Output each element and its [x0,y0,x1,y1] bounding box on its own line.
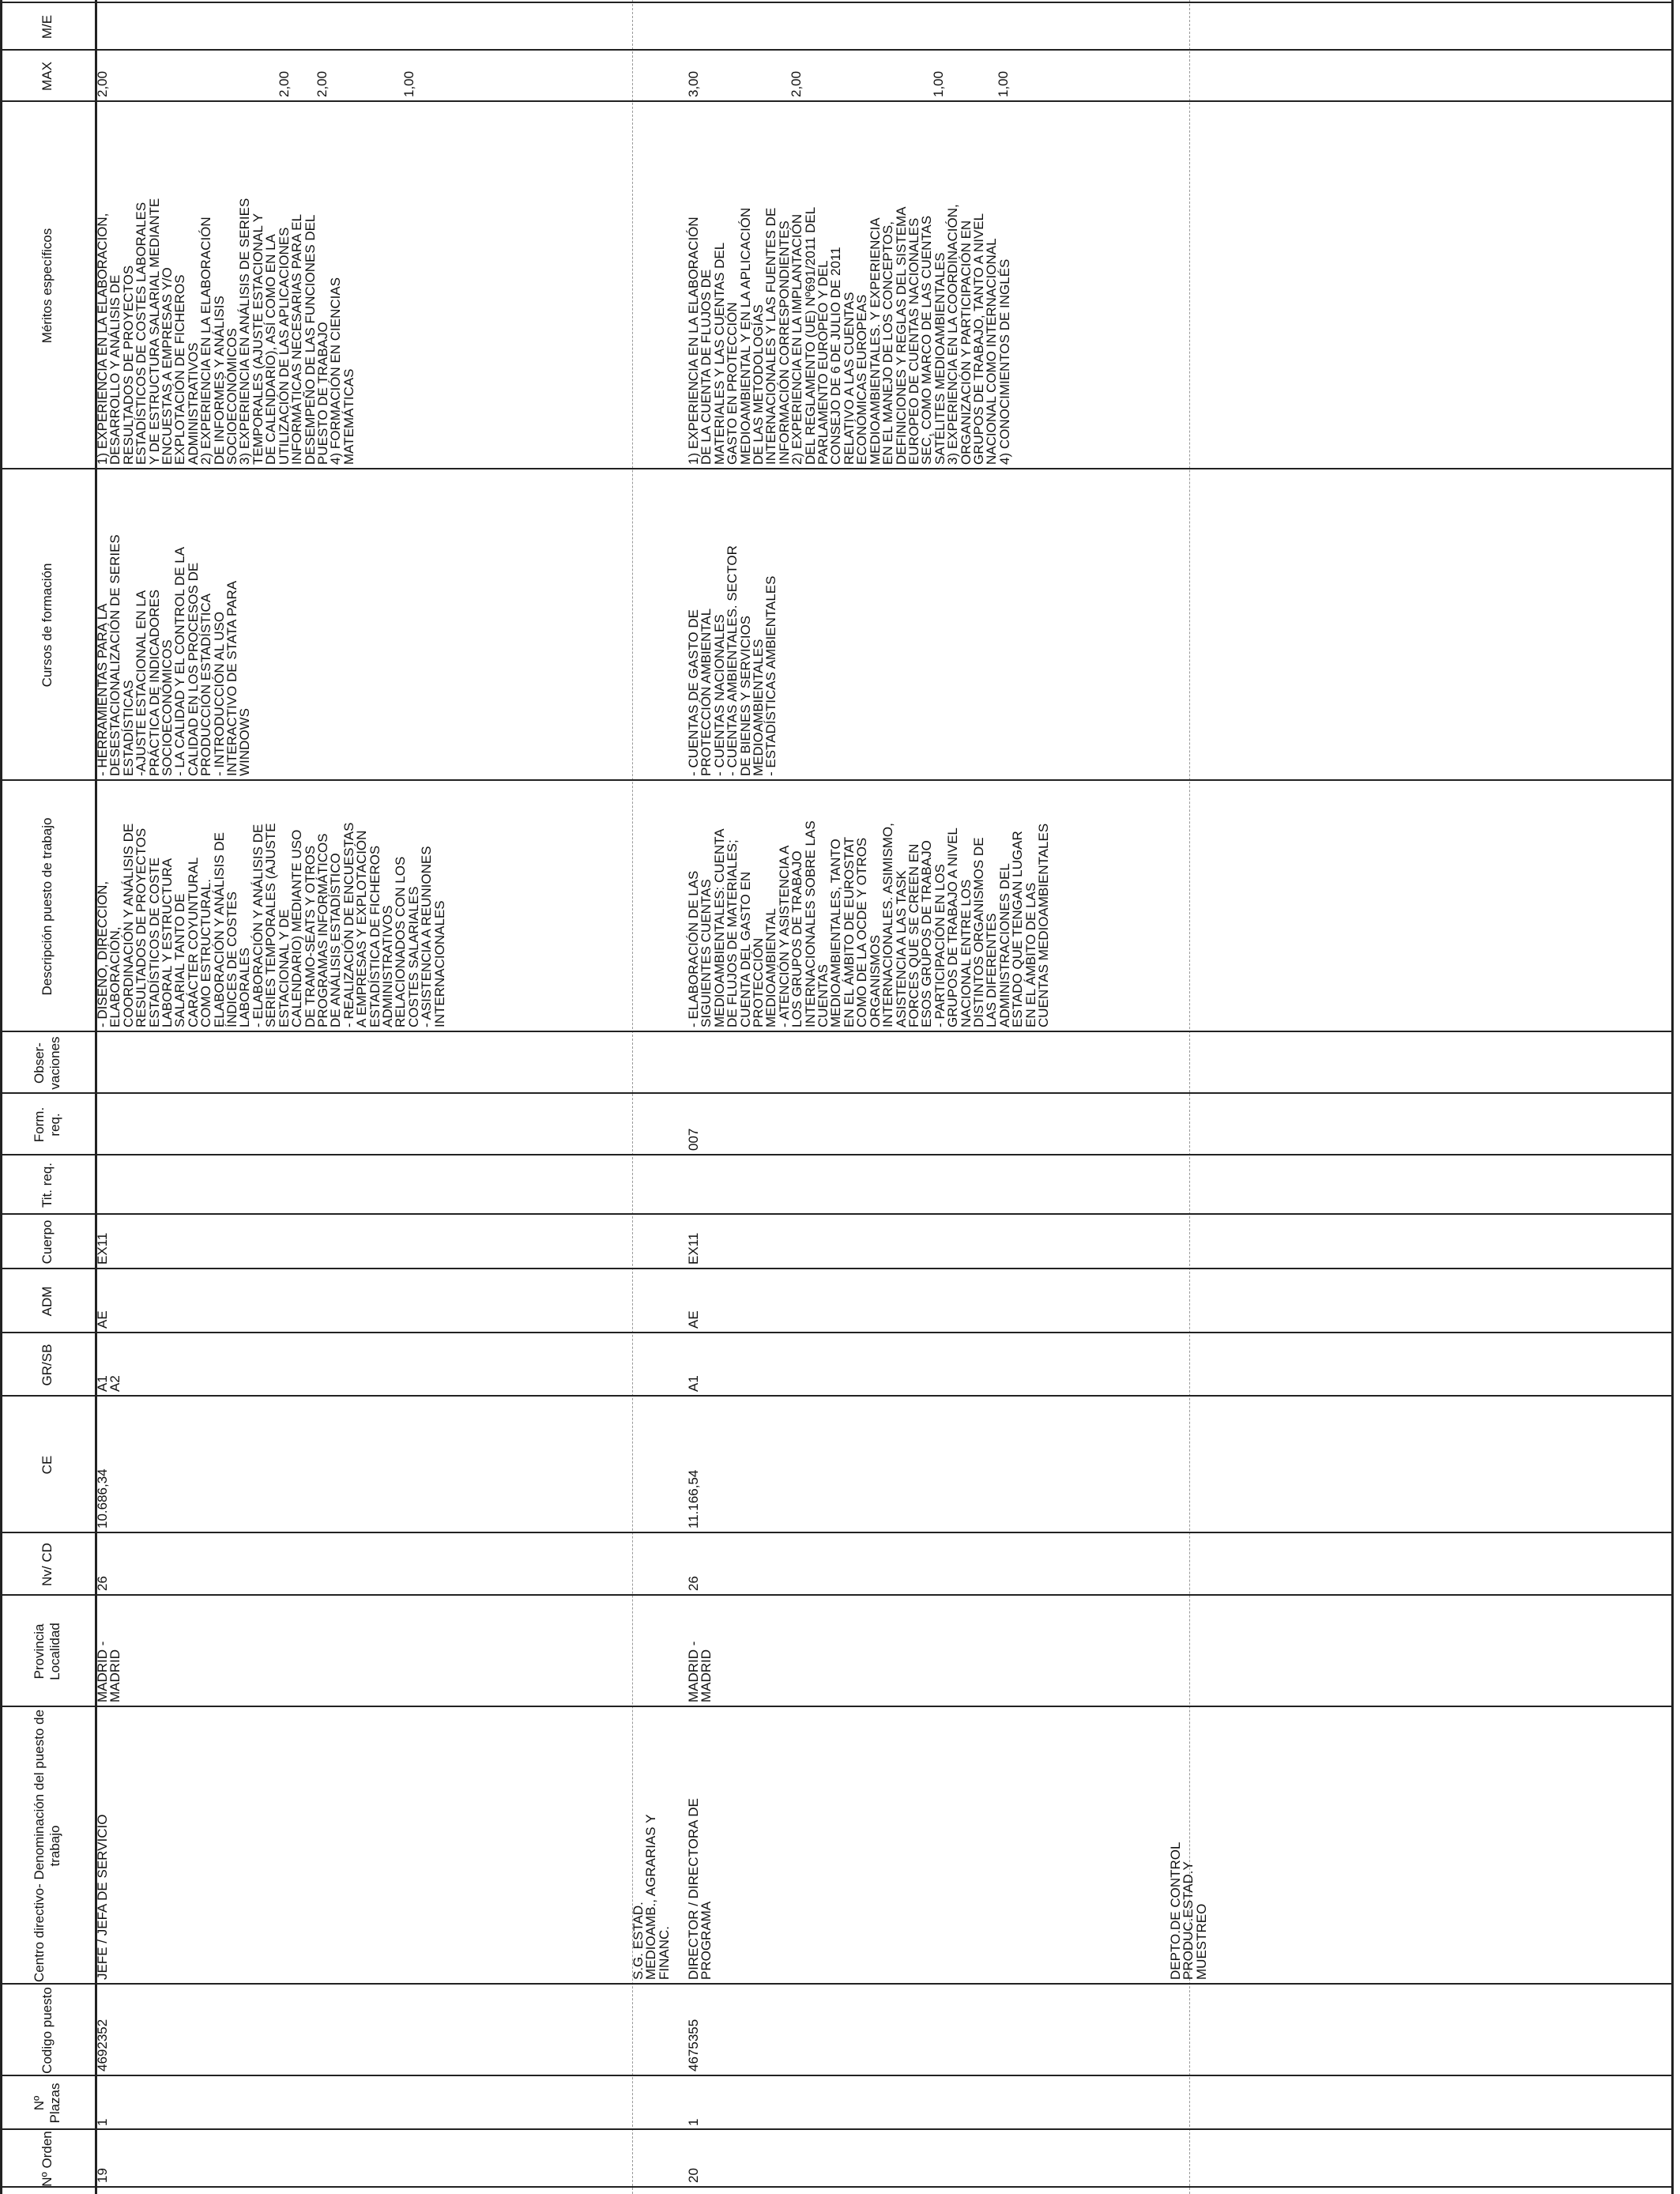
cell-observaciones [687,1034,711,1089]
header-titulacion: Tit. req. [40,1163,55,1208]
cell-formacion [96,1095,120,1151]
cell-me [96,5,120,46]
cell-cursos: - CUENTAS DE GASTO DE PROTECCIÓN AMBIENTAL - CUENTAS NACIONALES - CUENTAS AMBIENTALES. SECTOR DE BIENES Y SERVICIOS MEDIOAMBIENTALES - ESTADÍSTICAS AMBIENTALES [686,545,779,776]
cell-me [687,5,711,46]
cell-meritos: 1) EXPERIENCIA EN LA ELABORACIÓN DE LA CUENTA DE FLUJOS DE MATERIALES Y LAS CUENTAS DEL GASTO EN PROTECCIÓN MEDIOAMBIENTAL Y EN LA APLICACIÓN DE LAS METODOLOGÍAS INTERNACIONALES Y LAS FUENTES DE INFORMACIÓN CORRESPONDIENTES 2) EXPERIENCIA EN LA IMPLANTACIÓN DEL REGLAMENTO (UE) Nº691/2011 DEL PARLAMENTO EUROPEO Y DEL CONSEJO DE 6 DE JULIO DE 2011 RELATIVO A LAS CUENTAS ECONÓMICAS EUROPEAS MEDIOAMBIENTALES. Y EXPERIENCIA EN EL MANEJO DE LOS CONCEPTOS, DEFINICIONES Y REGLAS DEL SISTEMA EUROPEO DE CUENTAS NACIONALES SEC, COMO MARCO DE LAS CUENTAS SATÉLITES MEDIOAMBIENTALES 3) EXPERIENCIA EN LA COORDINACIÓN, ORGANIZACIÓN Y PARTICIPACIÓN EN GRUPOS DE TRABAJO, TANTO A NIVEL NACIONAL COMO INTERNACIONAL 4) CONOCIMIENTOS DE INGLÉS [686,204,1012,465]
cell-max: 2,00 [95,70,110,97]
header-provincia: Provincia Localidad [32,1623,62,1680]
header-grupo: GR/SB [40,1344,55,1386]
cell-codigo: 4692352 [95,2019,110,2071]
cell-plazas: 1 [95,2118,110,2126]
cell-observaciones [96,1034,120,1089]
cell-grupo: A1 [686,1375,701,1392]
header-nivel: Nv/ CD [40,1543,55,1586]
header-descripcion: Descripción puesto de trabajo [40,817,55,996]
cell-adm: AE [95,1310,110,1329]
cell-ce: 10.686,34 [95,1468,110,1529]
cell-descripcion: - ELABORACIÓN DE LAS SIGUIENTES CUENTAS MEDIOAMBIENTALES: CUENTA DE FLUJOS DE MATERIALES; CUENTA DEL GASTO EN PROTECCIÓN MEDIOAMBIENTAL - ATENCIÓN Y ASISTENCIA A LOS GRUPOS DE TRABAJO INTERNACIONALES SOBRE LAS CUENTAS MEDIOAMBIENTALES, TANTO EN EL ÁMBITO DE EUROSTAT COMO DE LA OCDE Y OTROS ORGANISMOS INTERNACIONALES. ASIMISMO, ASISTENCIA A LAS TASK FORCES QUE SE CREEN EN ESOS GRUPOS DE TRABAJO - PARTICIPACIÓN EN LOS GRUPOS DE TRABAJO A NIVEL NACIONAL ENTRE LOS DISTINTOS ORGANISMOS DE LAS DIFERENTES ADMINISTRACIONES DEL ESTADO QUE TENGAN LUGAR EN EL ÁMBITO DE LAS CUENTAS MEDIOAMBIENTALES [686,820,1051,1027]
cell-provincia: MADRID - MADRID [686,1641,714,1702]
cell-centro: DIRECTOR / DIRECTORA DE PROGRAMA [686,1798,714,1980]
cell-meritos: 1) EXPERIENCIA EN LA ELABORACIÓN, DESARROLLO Y ANÁLISIS DE RESULTADOS DE PROYECTOS ESTADÍSTICOS DE COSTES LABORALES Y DE ESTRUCTURA SALARIAL MEDIANTE ENCUESTAS A EMPRESAS Y/O EXPLOTACIÓN DE FICHEROS ADMINISTRATIVOS 2) EXPERIENCIA EN LA ELABORACIÓN DE INFORMES Y ANÁLISIS SOCIOECONÓMICOS 3) EXPERIENCIA EN ANÁLISIS DE SERIES TEMPORALES (AJUSTE ESTACIONAL Y DE CALENDARIO), ASÍ COMO EN LA UTILIZACIÓN DE LAS APLICACIONES INFORMÁTICAS NECESARIAS PARA EL DESEMPEÑO DE LAS FUNCIONES DEL PUESTO DE TRABAJO 4) FORMACIÓN EN CIENCIAS MATEMÁTICAS [95,198,356,465]
cell-cuerpo: EX11 [95,1232,110,1265]
cell-provincia: MADRID - MADRID [95,1641,123,1702]
cell-cursos: - HERRAMIENTAS PARA LA DESESTACIONALIZACIÓN DE SERIES ESTADÍSTICAS -AJUSTE ESTACIONAL EN LA PRÁCTICA DE INDICADORES SOCIOECONÓMICOS - LA CALIDAD Y EL CONTROL DE LA CALIDAD EN LOS PROCESOS DE PRODUCCIÓN ESTADÍSTICA - INTRODUCCIÓN AL USO INTERACTIVO DE STATA PARA WINDOWS [95,534,253,776]
header-codigo: Codigo puesto [40,1987,55,2074]
cell-max: 3,00 [686,70,701,97]
header-cuerpo: Cuerpo [40,1220,55,1265]
cell-max: 2,00 [789,70,804,97]
group-label: DEPTO.DE CONTROL PRODUC.ESTAD.Y MUESTREO [1168,1842,1209,1980]
cell-max: 2,00 [277,70,292,97]
cell-ce: 11.166,54 [686,1469,701,1529]
group-label: S.G. ESTAD. MEDIOAMB., AGRARIAS Y FINANC. [631,1814,672,1980]
cell-grupo: A1 A2 [95,1375,123,1392]
header-me: M/E [40,14,55,40]
header-ce: CE [40,1455,55,1475]
cell-centro: JEFE / JEFA DE SERVICIO [95,1814,110,1980]
header-orden: Nº Orden [40,2131,55,2187]
header-cursos: Cursos de formación [40,563,55,688]
cell-titulacion [687,1157,711,1210]
header-adm: ADM [40,1286,55,1317]
cell-max: 2,00 [315,70,330,97]
cell-orden: 19 [95,2168,110,2183]
cell-adm: AE [686,1310,701,1329]
header-plazas: Nº Plazas [32,2083,62,2124]
cell-max: 1,00 [931,70,946,97]
cell-formacion: 007 [686,1128,701,1151]
header-observaciones: Obser- vaciones [32,1036,62,1090]
header-centro: Centro directivo- Denominación del puesto de trabajo [32,1710,62,1982]
cell-cuerpo: EX11 [686,1232,701,1265]
cell-max: 1,00 [996,70,1011,97]
cell-nivel: 26 [686,1576,701,1591]
cell-plazas: 1 [686,2118,701,2126]
cell-nivel: 26 [95,1576,110,1591]
cell-descripcion: - DISEÑO, DIRECCIÓN, ELABORACIÓN, COORDINACIÓN Y ANÁLISIS DE RESULTADOS DE PROYECTOS ESTADÍSTICOS DE COSTE LABORAL Y ESTRUCTURA SALARIAL TANTO DE CARÁCTER COYUNTURAL COMO ESTRUCTURAL. ELABORACIÓN Y ANÁLISIS DE ÍNDICES DE COSTES LABORALES - ELABORACIÓN Y ANÁLISIS DE SERIES TEMPORALES (AJUSTE ESTACIONAL Y DE CALENDARIO) MEDIANTE USO DE TRAMO-SEATS Y OTROS PROGRAMAS INFORMÁTICOS DE ANÁLISIS ESTADÍSTICO - REALIZACIÓN DE ENCUESTAS A EMPRESAS Y EXPLOTACIÓN ESTADÍSTICA DE FICHEROS ADMINISTRATIVOS RELACIONADOS CON LOS COSTES SALARIALES - ASISTENCIA A REUNIONES INTERNACIONALES [95,822,447,1027]
header-formacion: Form. req. [32,1106,62,1143]
cell-titulacion [96,1157,120,1210]
cell-orden: 20 [686,2168,701,2183]
cell-max: 1,00 [401,70,416,97]
header-max: MAX [40,62,55,91]
table-bottom-border [1671,0,1674,2194]
cell-codigo: 4675355 [686,2019,701,2071]
header-meritos: Méritos específicos [40,228,55,344]
